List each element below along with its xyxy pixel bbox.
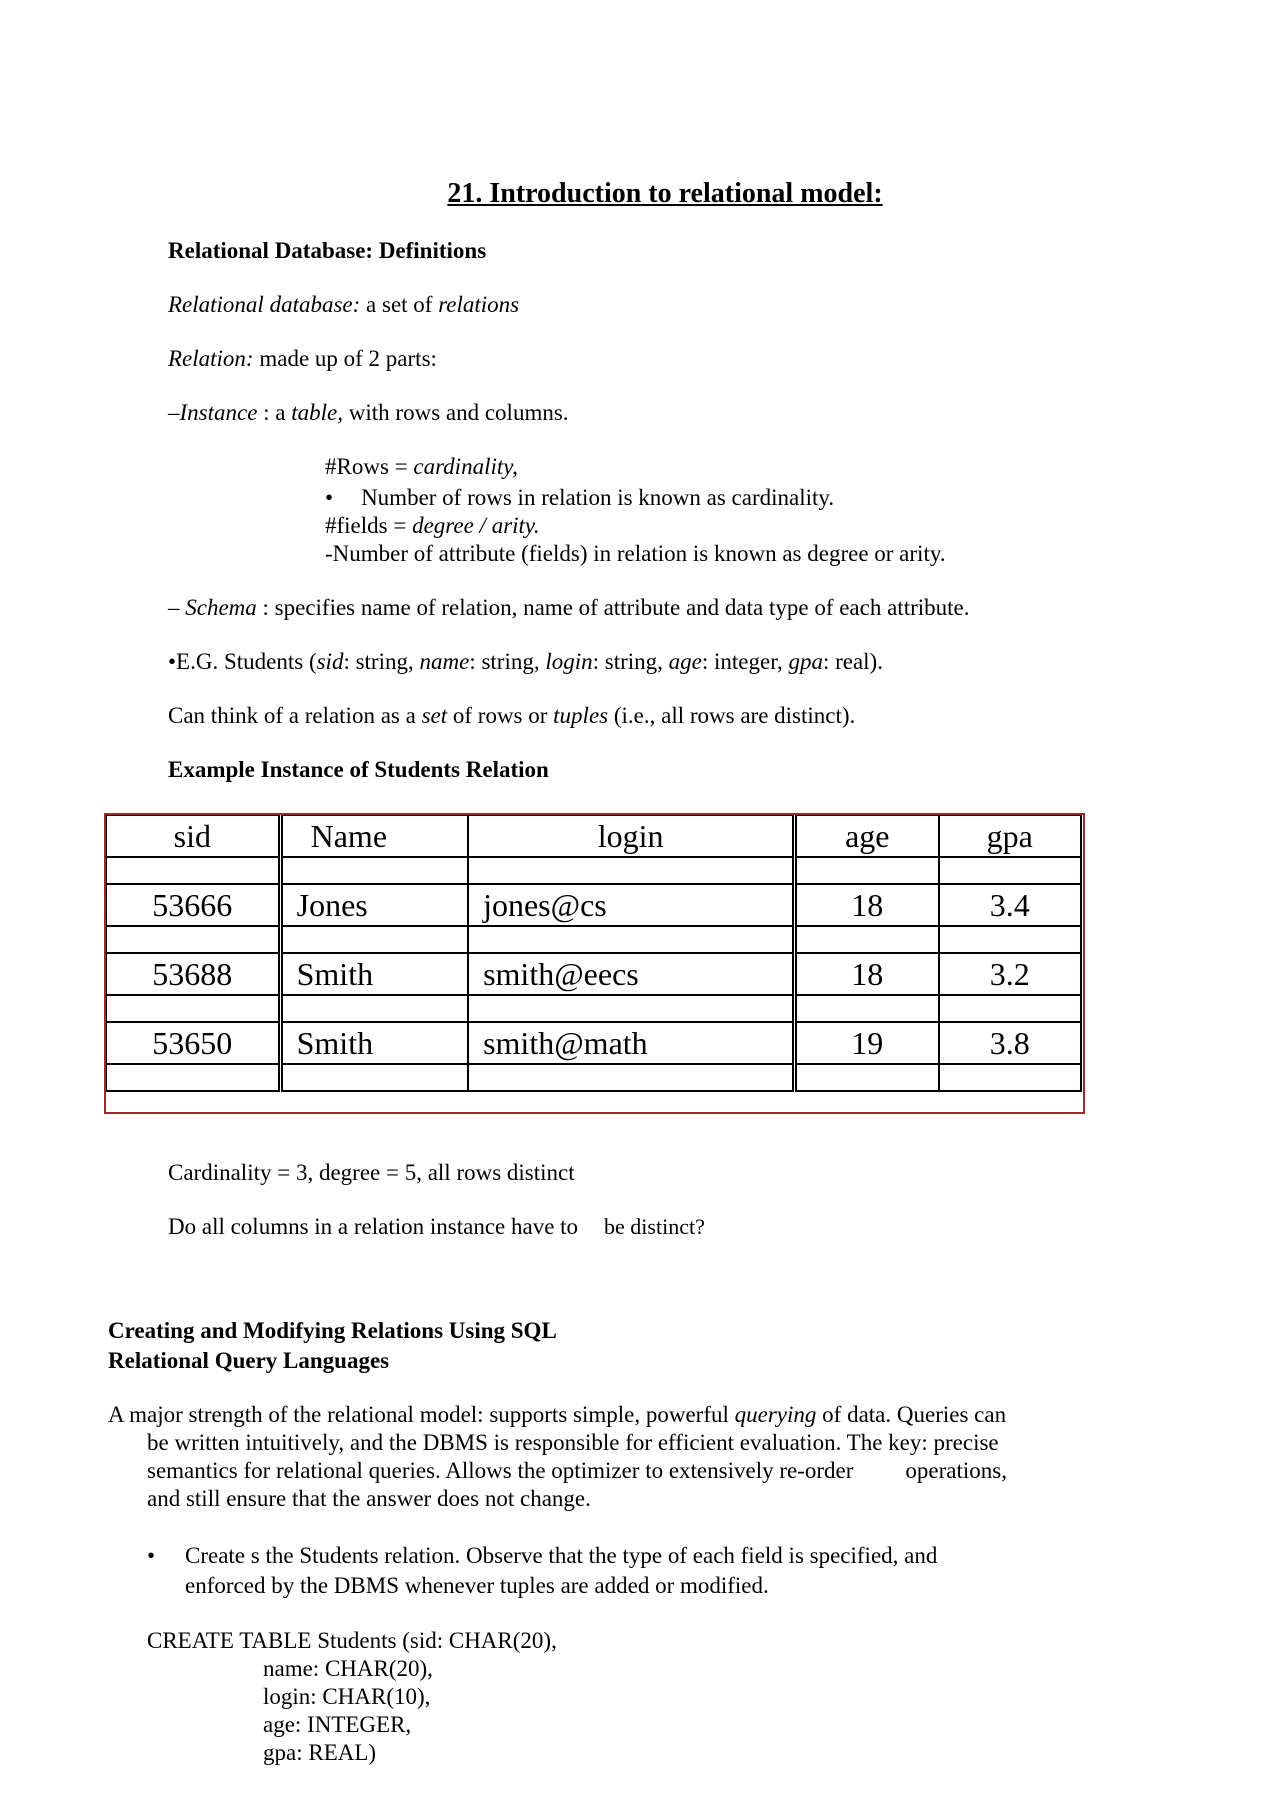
table-cell: jones@cs <box>468 884 795 926</box>
column-header: age <box>795 815 939 857</box>
table-cell: smith@eecs <box>468 953 795 995</box>
students-table <box>105 814 1082 1092</box>
sql-code-line: age: INTEGER, <box>263 1712 412 1737</box>
strength-paragraph-line: semantics for relational queries. Allows the optimizer to extensively re-order operations, <box>147 1458 1007 1483</box>
table-cell: 18 <box>795 953 939 995</box>
table-cell: 3.4 <box>939 884 1082 926</box>
set-of-tuples-note: Can think of a relation as a set of rows or tuples (i.e., all rows are distinct). <box>168 703 856 728</box>
relational-database-definition: Relational database: a set of relations <box>168 292 520 317</box>
definitions-heading: Relational Database: Definitions <box>168 238 487 263</box>
table-cell: Jones <box>280 884 468 926</box>
sql-heading: Creating and Modifying Relations Using SQL <box>108 1318 557 1343</box>
table-spacer-row <box>106 857 1081 884</box>
relation-definition: Relation: made up of 2 parts: <box>168 346 437 371</box>
sql-code-line: CREATE TABLE Students (sid: CHAR(20), <box>147 1628 557 1653</box>
table-cell: 53666 <box>106 884 280 926</box>
column-header: sid <box>106 815 280 857</box>
query-languages-heading: Relational Query Languages <box>108 1348 390 1373</box>
instance-heading: Example Instance of Students Relation <box>168 757 549 782</box>
sql-code-line: name: CHAR(20), <box>263 1656 433 1681</box>
fields-definition: #fields = degree / arity. <box>325 513 540 538</box>
table-row <box>106 1022 1081 1064</box>
strength-paragraph-line: A major strength of the relational model: supports simple, powerful querying of data. Queries can <box>108 1402 1007 1427</box>
create-bullet-line: enforced by the DBMS whenever tuples are added or modified. <box>185 1573 769 1598</box>
table-cell: 18 <box>795 884 939 926</box>
strength-paragraph-line: be written intuitively, and the DBMS is responsible for efficient evaluation. The key: precise <box>147 1430 999 1455</box>
table-cell: Smith <box>280 1022 468 1064</box>
students-schema-example: •E.G. Students (sid: string, name: string, login: string, age: integer, gpa: real). <box>168 649 883 674</box>
table-cell: 3.8 <box>939 1022 1082 1064</box>
create-bullet-line: Create s the Students relation. Observe that the type of each field is specified, and <box>185 1543 938 1568</box>
cardinality-note: Cardinality = 3, degree = 5, all rows distinct <box>168 1160 575 1185</box>
column-header: Name <box>280 815 468 857</box>
rows-bullet: • Number of rows in relation is known as cardinality. <box>325 485 835 510</box>
table-cell: 53688 <box>106 953 280 995</box>
table-cell: 3.2 <box>939 953 1082 995</box>
table-cell: Smith <box>280 953 468 995</box>
table-header-row <box>106 815 1081 857</box>
table-spacer-row <box>106 926 1081 953</box>
schema-definition: – Schema : specifies name of relation, name of attribute and data type of each attribute. <box>168 595 970 620</box>
table-spacer-row <box>106 1064 1081 1091</box>
instance-definition: –Instance : a table, with rows and columns. <box>168 400 569 425</box>
table-cell: 19 <box>795 1022 939 1064</box>
table-spacer-row <box>106 995 1081 1022</box>
distinct-question: Do all columns in a relation instance have to be distinct? <box>168 1214 705 1239</box>
sql-code-line: login: CHAR(10), <box>263 1684 431 1709</box>
rows-definition: #Rows = cardinality, <box>325 454 518 479</box>
column-header: login <box>468 815 795 857</box>
fields-note: -Number of attribute (fields) in relation is known as degree or arity. <box>325 541 946 566</box>
page-title: 21. Introduction to relational model: <box>447 178 883 209</box>
strength-paragraph-line: and still ensure that the answer does not change. <box>147 1486 591 1511</box>
sql-code-line: gpa: REAL) <box>263 1740 377 1765</box>
column-header: gpa <box>939 815 1082 857</box>
table-row <box>106 884 1081 926</box>
table-row <box>106 953 1081 995</box>
table-cell: smith@math <box>468 1022 795 1064</box>
create-bullet-marker: • <box>147 1543 156 1568</box>
table-cell: 53650 <box>106 1022 280 1064</box>
